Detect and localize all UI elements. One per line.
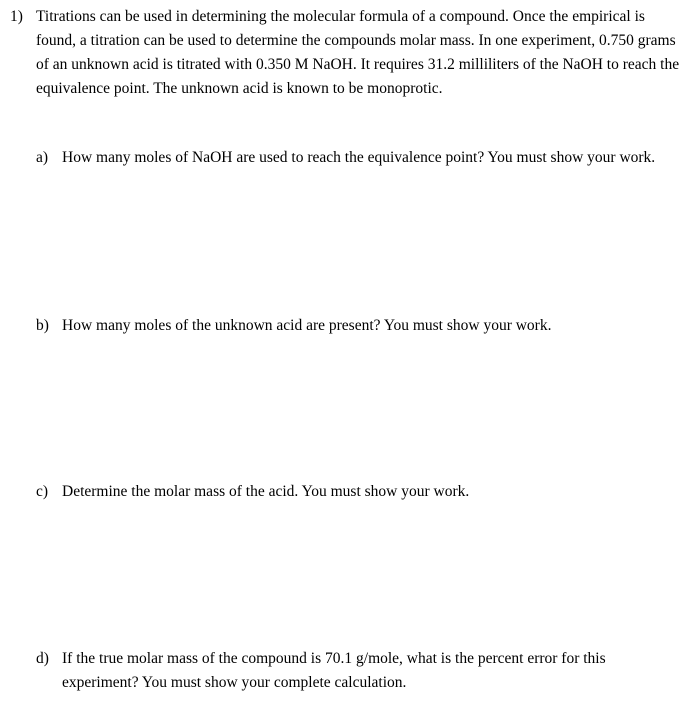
- part-text-c: Determine the molar mass of the acid. You must show your work.: [62, 483, 470, 500]
- question-part-b: [36, 314, 681, 338]
- part-label-c: c): [36, 483, 49, 500]
- problem-statement: Titrations can be used in determining the molecular formula of a compound. Once the empirical is found, a titration can be used to determine the compounds molar mass. In one experiment, 0.750 grams of an unknown acid is titrated with 0.350 M NaOH. It requires 31.2 milliliters of the NaOH to reach the equivalence point. The unknown acid is known to be monoprotic.: [36, 8, 680, 97]
- part-label-d: d): [36, 650, 49, 667]
- question-part-a: [36, 146, 681, 170]
- part-text-a: How many moles of NaOH are used to reach the equivalence point? You must show your work.: [62, 149, 656, 166]
- part-label-b: b): [36, 317, 49, 334]
- problem-number: 1): [10, 8, 23, 25]
- part-text-d: If the true molar mass of the compound is 70.1 g/mole, what is the percent error for this experiment? You must show your complete calculation.: [62, 650, 606, 691]
- question-part-c: [36, 480, 681, 504]
- part-label-a: a): [36, 149, 49, 166]
- problem-1: [10, 5, 690, 101]
- part-text-b: How many moles of the unknown acid are present? You must show your work.: [62, 317, 552, 334]
- question-part-d: [36, 647, 681, 695]
